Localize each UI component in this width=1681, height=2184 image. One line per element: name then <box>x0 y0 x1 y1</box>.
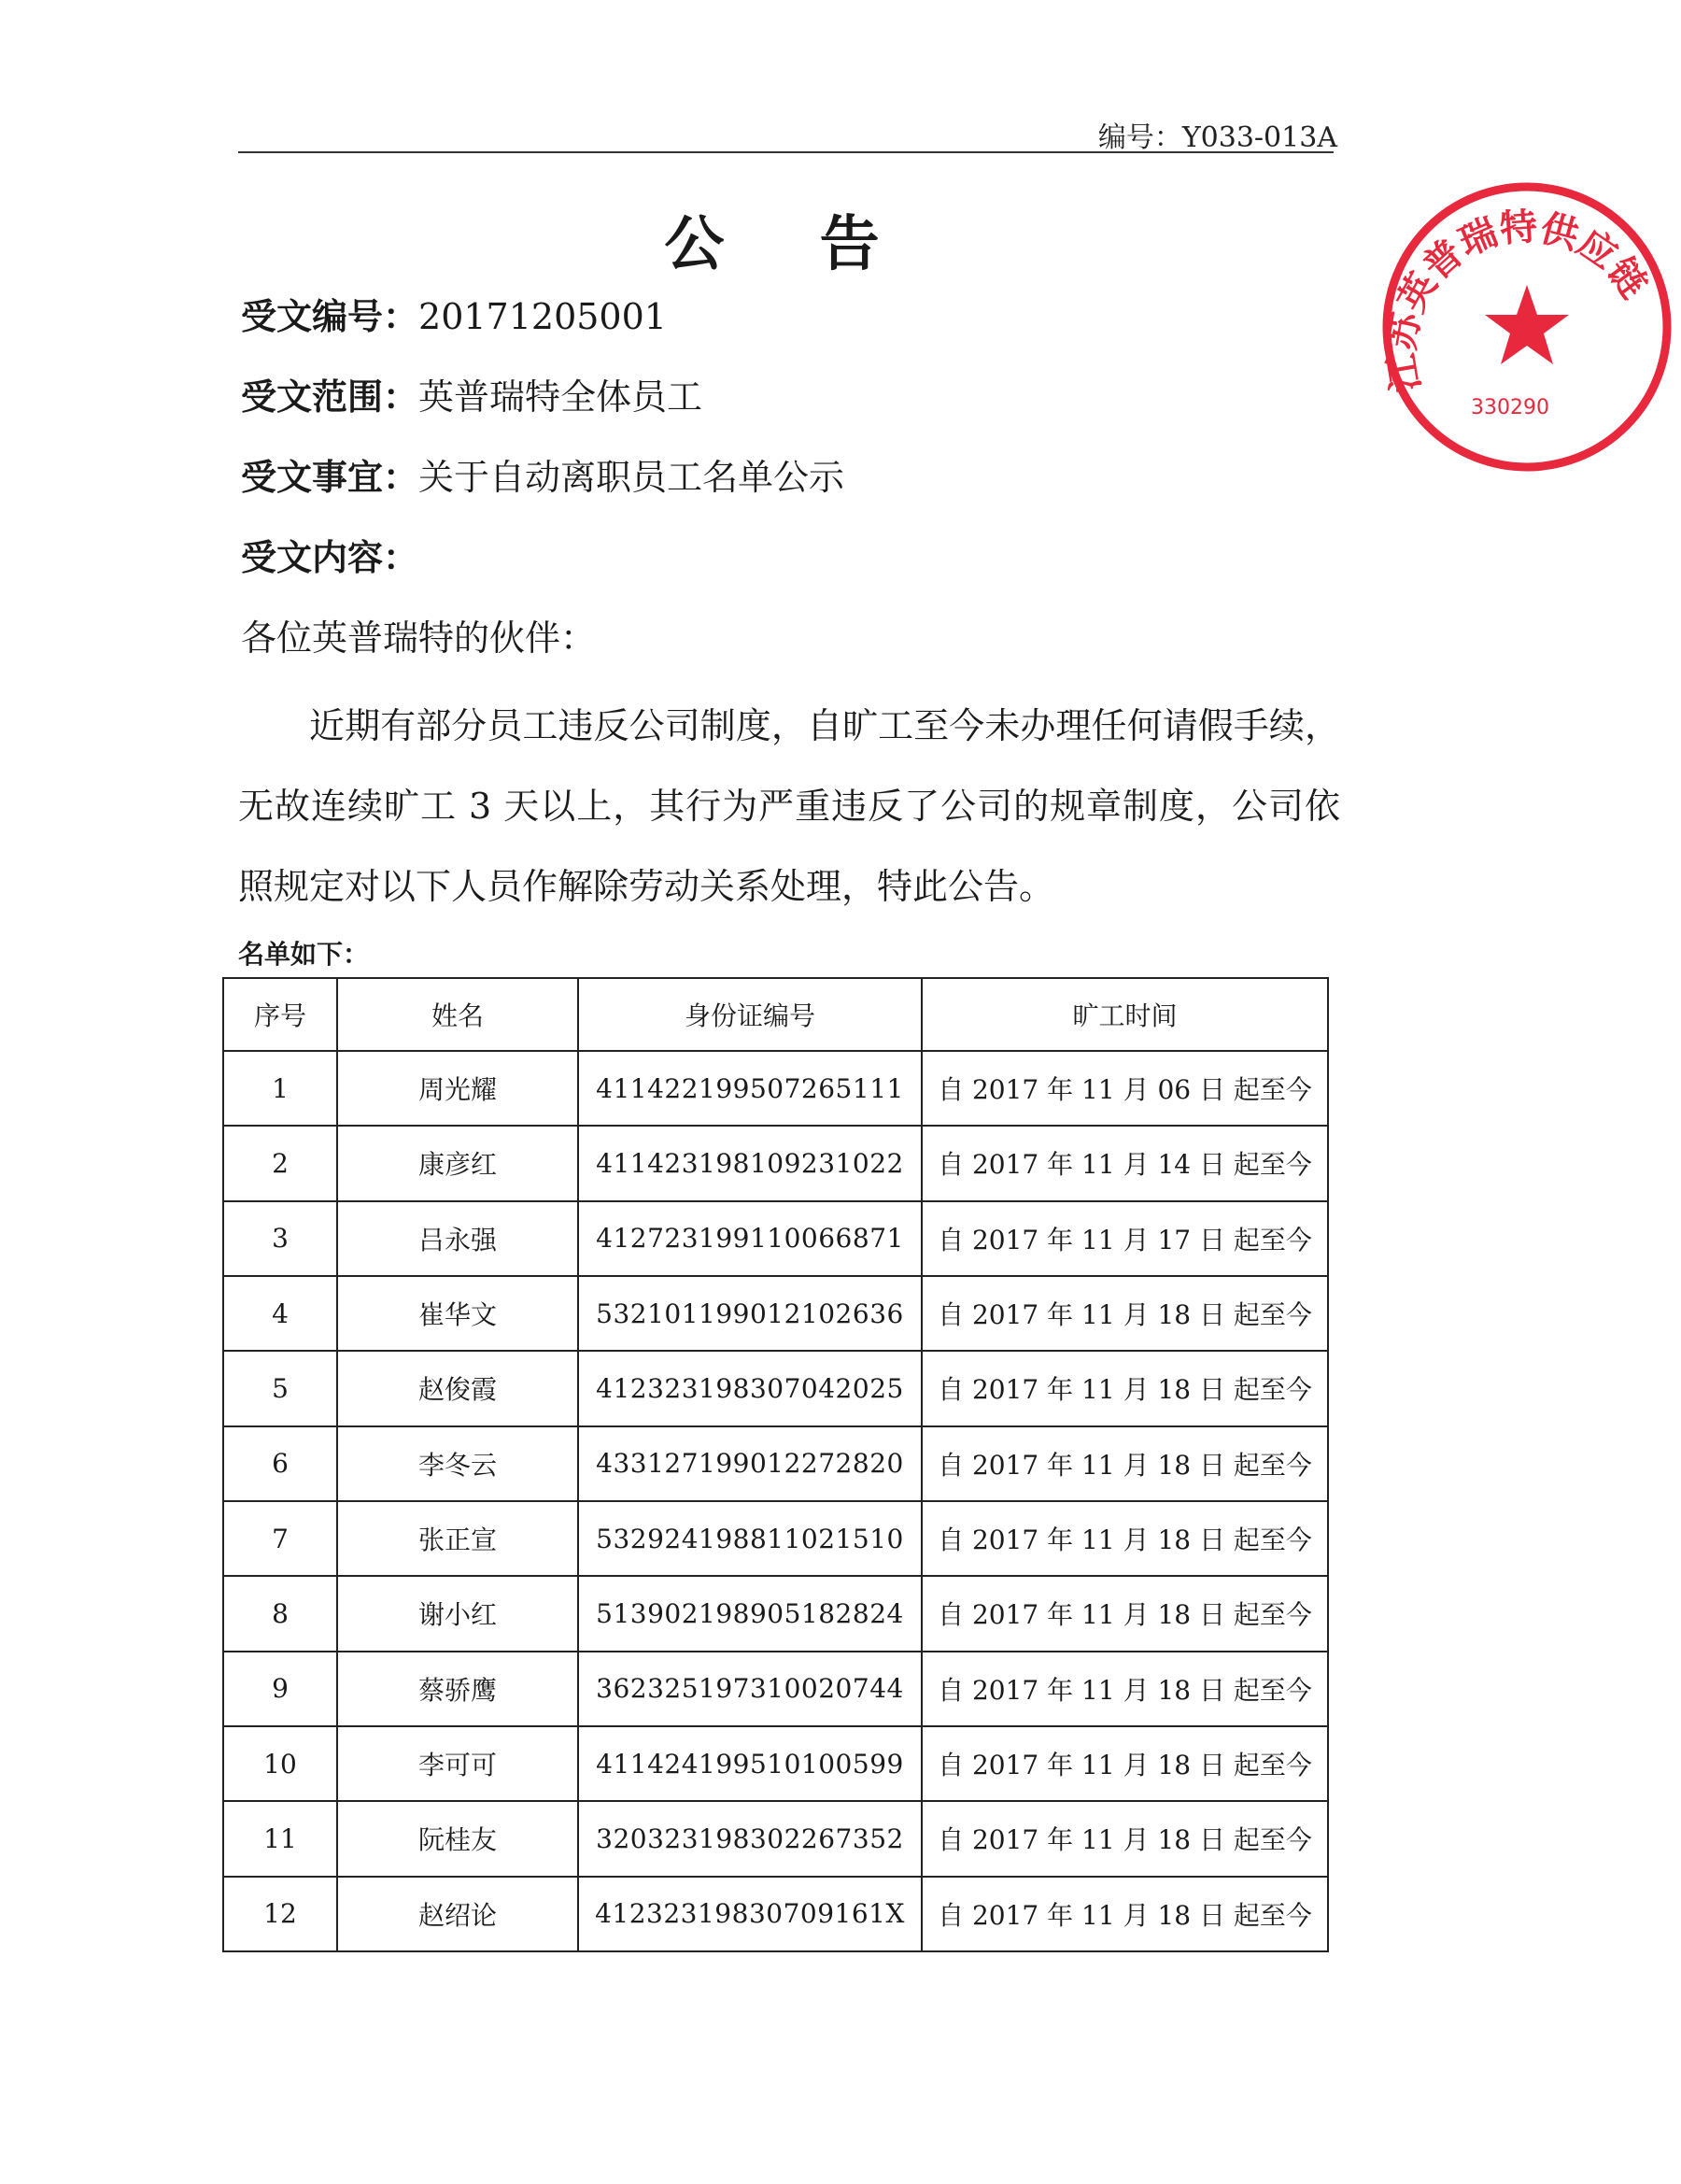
cell-absence-time: 自 2017 年 11 月 14 日 起至今 <box>922 1126 1328 1200</box>
cell-absence-time: 自 2017 年 11 月 18 日 起至今 <box>922 1576 1328 1651</box>
cell-name: 张正宣 <box>337 1501 578 1576</box>
document-number: 编号：Y033-013A <box>1097 121 1337 154</box>
cell-absence-time: 自 2017 年 11 月 17 日 起至今 <box>922 1201 1328 1276</box>
table-row <box>223 1576 1328 1651</box>
cell-absence-time: 自 2017 年 11 月 18 日 起至今 <box>922 1426 1328 1501</box>
seal-number: 330290 <box>1471 396 1549 419</box>
cell-name: 赵俊霞 <box>337 1351 578 1425</box>
cell-name: 李可可 <box>337 1726 578 1801</box>
table-row <box>223 1126 1328 1200</box>
field-label: 受文编号： <box>241 295 419 337</box>
cell-index: 5 <box>223 1351 337 1425</box>
cell-id-number: 362325197310020744 <box>578 1652 922 1726</box>
field-value: 20171205001 <box>418 296 667 337</box>
cell-index: 4 <box>223 1276 337 1351</box>
table-row <box>223 1276 1328 1351</box>
cell-name: 谢小红 <box>337 1576 578 1651</box>
cell-id-number: 411423198109231022 <box>578 1126 922 1200</box>
table-header-row <box>223 978 1328 1051</box>
cell-index: 1 <box>223 1051 337 1126</box>
cell-id-number: 412323198307042025 <box>578 1351 922 1425</box>
table-row <box>223 1351 1328 1425</box>
company-seal-stamp <box>1373 173 1681 481</box>
cell-index: 8 <box>223 1576 337 1651</box>
field-value: 关于自动离职员工名单公示 <box>418 457 845 498</box>
cell-name: 吕永强 <box>337 1201 578 1276</box>
cell-name: 李冬云 <box>337 1426 578 1501</box>
cell-id-number: 320323198302267352 <box>578 1801 922 1876</box>
cell-id-number: 532101199012102636 <box>578 1276 922 1351</box>
table-row <box>223 1501 1328 1576</box>
cell-absence-time: 自 2017 年 11 月 18 日 起至今 <box>922 1726 1328 1801</box>
cell-id-number: 433127199012272820 <box>578 1426 922 1501</box>
field-content <box>241 529 418 580</box>
cell-index: 9 <box>223 1652 337 1726</box>
field-scope <box>241 368 702 419</box>
table-row <box>223 1877 1328 1951</box>
cell-name: 康彦红 <box>337 1126 578 1200</box>
cell-absence-time: 自 2017 年 11 月 06 日 起至今 <box>922 1051 1328 1126</box>
cell-absence-time: 自 2017 年 11 月 18 日 起至今 <box>922 1276 1328 1351</box>
cell-id-number: 532924198811021510 <box>578 1501 922 1576</box>
seal-star-icon <box>1485 285 1569 364</box>
cell-index: 7 <box>223 1501 337 1576</box>
greeting: 各位英普瑞特的伙伴： <box>241 617 597 659</box>
field-value: 英普瑞特全体员工 <box>418 376 703 418</box>
cell-name: 蔡骄鹰 <box>337 1652 578 1726</box>
list-title: 名单如下： <box>238 939 370 970</box>
header-id-number: 身份证编号 <box>578 978 922 1051</box>
cell-absence-time: 自 2017 年 11 月 18 日 起至今 <box>922 1351 1328 1425</box>
cell-id-number: 411422199507265111 <box>578 1051 922 1126</box>
header-name: 姓名 <box>337 978 578 1051</box>
table-row <box>223 1426 1328 1501</box>
cell-name: 周光耀 <box>337 1051 578 1126</box>
table-row <box>223 1051 1328 1126</box>
cell-name: 赵绍论 <box>337 1877 578 1951</box>
page-title: 公 告 <box>664 209 917 279</box>
field-subject <box>241 448 844 500</box>
cell-absence-time: 自 2017 年 11 月 18 日 起至今 <box>922 1801 1328 1876</box>
cell-name: 阮桂友 <box>337 1801 578 1876</box>
field-label: 受文事宜： <box>241 456 419 498</box>
header-absence-time: 旷工时间 <box>922 978 1328 1051</box>
cell-id-number: 412723199110066871 <box>578 1201 922 1276</box>
field-label: 受文内容： <box>241 536 419 578</box>
cell-absence-time: 自 2017 年 11 月 18 日 起至今 <box>922 1877 1328 1951</box>
cell-index: 3 <box>223 1201 337 1276</box>
cell-index: 12 <box>223 1877 337 1951</box>
table-row <box>223 1801 1328 1876</box>
cell-id-number: 411424199510100599 <box>578 1726 922 1801</box>
field-label: 受文范围： <box>241 376 419 418</box>
table-row <box>223 1652 1328 1726</box>
cell-id-number: 41232319830709161X <box>578 1877 922 1951</box>
cell-index: 2 <box>223 1126 337 1200</box>
cell-index: 6 <box>223 1426 337 1501</box>
cell-name: 崔华文 <box>337 1276 578 1351</box>
table-row <box>223 1201 1328 1276</box>
header-index: 序号 <box>223 978 337 1051</box>
field-doc-number <box>241 288 667 339</box>
body-paragraph: 近期有部分员工违反公司制度，自旷工至今未办理任何请假手续，无故连续旷工 3 天以上，其行为严重违反了公司的规章制度，公司依照规定对以下人员作解除劳动关系处理，特此公告。 <box>238 705 1340 907</box>
seal-text-path: 江苏英普瑞特供应链 <box>1379 206 1656 395</box>
cell-index: 10 <box>223 1726 337 1801</box>
header-rule <box>238 151 1334 153</box>
cell-index: 11 <box>223 1801 337 1876</box>
employee-table <box>222 977 1329 1952</box>
cell-absence-time: 自 2017 年 11 月 18 日 起至今 <box>922 1652 1328 1726</box>
table-row <box>223 1726 1328 1801</box>
cell-absence-time: 自 2017 年 11 月 18 日 起至今 <box>922 1501 1328 1576</box>
cell-id-number: 513902198905182824 <box>578 1576 922 1651</box>
